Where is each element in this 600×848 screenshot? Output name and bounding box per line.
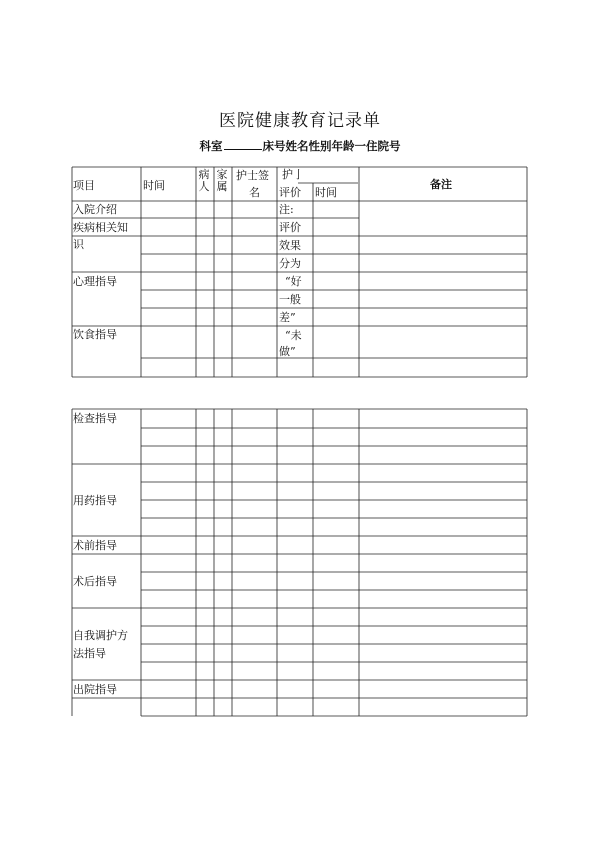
item-exam: 检查指导: [73, 412, 117, 425]
item-selfcare-line2: 法指导: [73, 647, 106, 660]
item-disease-line1: 疾病相关知: [73, 221, 128, 234]
header-eval-time: 时间: [315, 186, 337, 199]
header-family: 家属: [216, 168, 228, 193]
header-nurse-sign-line2: 名: [249, 186, 260, 199]
item-discharge: 出院指导: [73, 683, 117, 696]
item-preop: 术前指导: [73, 539, 117, 552]
item-psych: 心理指导: [73, 275, 117, 288]
item-selfcare-line1: 自我调护方: [73, 629, 128, 642]
department-label: 科室: [199, 139, 223, 153]
note-line-4: 分为: [279, 257, 301, 270]
note-line-5: “好: [285, 275, 302, 288]
note-line-8: “未: [285, 329, 302, 342]
note-line-2: 评价: [279, 221, 301, 234]
header-nurse-sign-line1: 护士签: [236, 169, 269, 182]
note-line-9: 做”: [279, 345, 296, 358]
note-line-7: 差”: [279, 311, 296, 324]
item-diet: 饮食指导: [73, 328, 117, 341]
header-evaluation: 评价: [279, 186, 301, 199]
patient-fields-label: 床号姓名性别年龄一住院号: [262, 139, 401, 153]
item-medication: 用药指导: [73, 494, 117, 507]
header-item: 项目: [73, 179, 95, 192]
header-remarks: 备注: [430, 178, 452, 191]
header-nurse-eval: 护亅: [282, 168, 304, 181]
item-admission: 入院介绍: [73, 203, 117, 216]
note-line-1: 注:: [279, 203, 294, 216]
header-time: 时间: [143, 179, 165, 192]
header-patient: 病人: [198, 168, 210, 193]
note-line-3: 效果: [279, 239, 301, 252]
note-line-6: 一般: [279, 293, 301, 306]
page-title: 医院健康教育记录单: [219, 111, 381, 131]
item-disease-line2: 识: [73, 238, 84, 251]
item-postop: 术后指导: [73, 575, 117, 588]
